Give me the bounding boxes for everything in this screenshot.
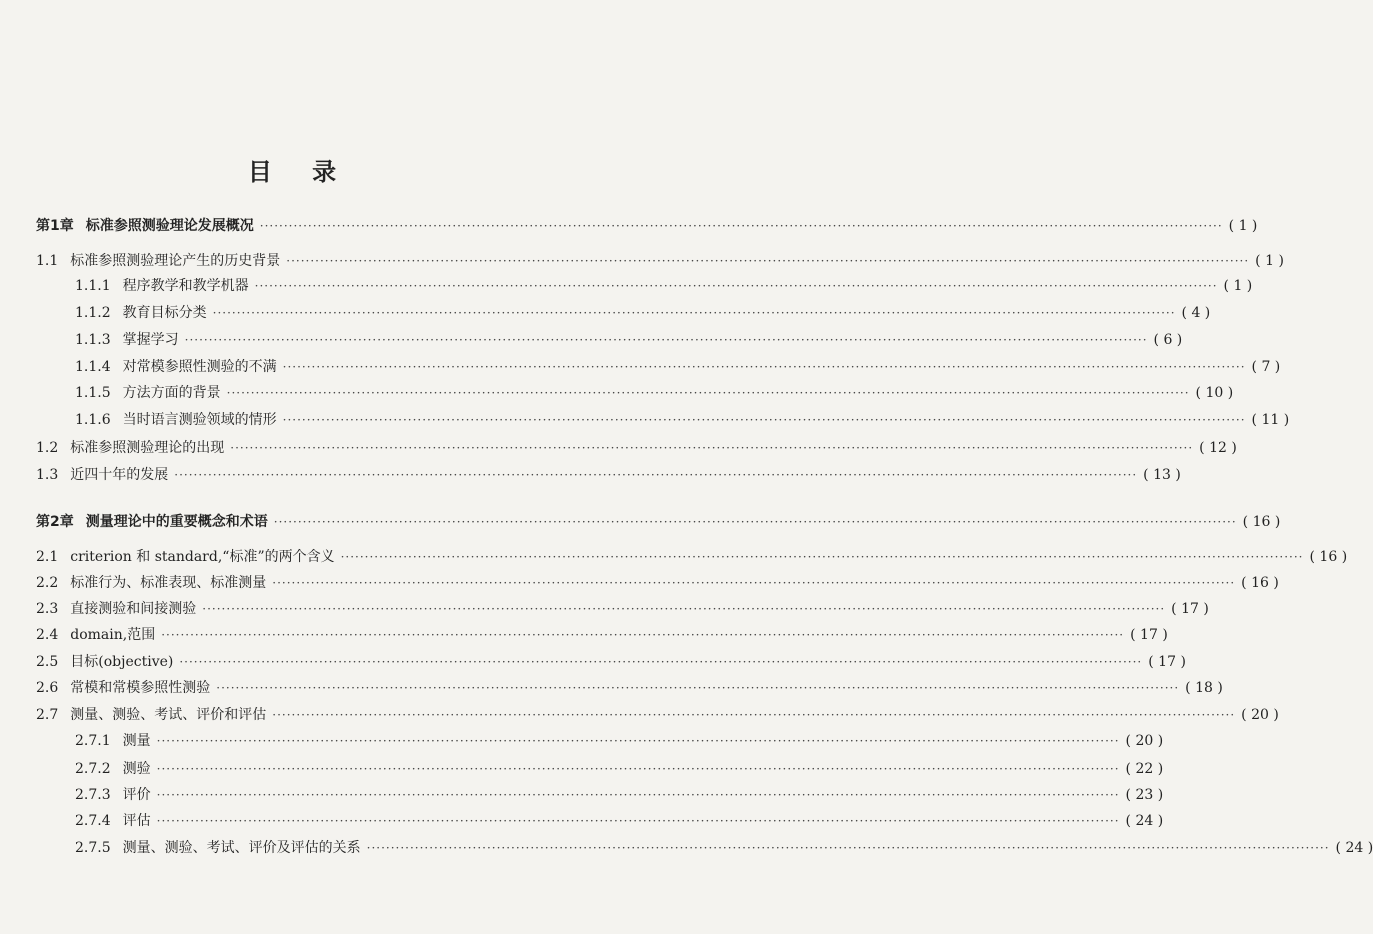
entry-page-number: ( 16 ) <box>1309 549 1348 565</box>
entry-label: 评价 <box>122 787 151 803</box>
leader-dots: ········································································································································································································ <box>174 468 1138 482</box>
leader-dots: ········································································································································································································ <box>179 655 1143 669</box>
entry-label: 测量理论中的重要概念和术语 <box>85 514 268 530</box>
leader-dots: ········································································································································································································ <box>212 306 1176 320</box>
page-title: 目 录 <box>247 158 353 186</box>
leader-dots: ········································································································································································································ <box>366 841 1330 855</box>
entry-page-number: ( 7 ) <box>1251 359 1281 375</box>
section-entry <box>36 677 1223 699</box>
leader-dots: ········································································································································································································ <box>259 219 1223 233</box>
entry-label: 测量、测验、考试、评价和评估 <box>70 707 267 723</box>
leader-dots: ········································································································································································································ <box>184 333 1148 347</box>
entry-number: 2.3 <box>36 601 59 617</box>
subsection-entry <box>75 837 1373 859</box>
entry-page-number: ( 23 ) <box>1125 787 1164 803</box>
subsection-entry <box>75 356 1281 378</box>
leader-dots: ········································································································································································································ <box>156 788 1120 802</box>
entry-page-number: ( 17 ) <box>1148 654 1186 670</box>
section-entry <box>36 651 1186 673</box>
entry-number: 2.7.5 <box>75 840 111 856</box>
entry-label: 测量 <box>122 733 151 749</box>
entry-number: 1.1.4 <box>75 359 111 375</box>
entry-page-number: ( 16 ) <box>1241 575 1279 591</box>
entry-page-number: ( 24 ) <box>1125 813 1164 829</box>
leader-dots: ········································································································································································································ <box>282 413 1246 427</box>
entry-label: 评估 <box>122 813 151 829</box>
subsection-entry <box>75 810 1164 832</box>
entry-page-number: ( 20 ) <box>1241 707 1279 723</box>
entry-page-number: ( 17 ) <box>1171 601 1209 617</box>
entry-number: 1.1.1 <box>75 278 111 294</box>
leader-dots: ········································································································································································································ <box>161 628 1125 642</box>
leader-dots: ········································································································································································································ <box>254 279 1218 293</box>
entry-label: 当时语言测验领域的情形 <box>122 412 277 428</box>
entry-number: 1.1.6 <box>75 412 111 428</box>
entry-label: criterion 和 standard,“标准”的两个含义 <box>70 549 335 565</box>
entry-number: 2.1 <box>36 549 59 565</box>
entry-number: 1.3 <box>36 467 59 483</box>
entry-page-number: ( 1 ) <box>1255 253 1284 269</box>
entry-number: 1.1 <box>36 253 59 269</box>
entry-number: 1.1.2 <box>75 305 111 321</box>
entry-number: 1.2 <box>36 440 59 456</box>
entry-number: 2.7.1 <box>75 733 111 749</box>
entry-page-number: ( 24 ) <box>1335 840 1373 856</box>
entry-page-number: ( 11 ) <box>1251 412 1290 428</box>
section-entry <box>36 598 1209 620</box>
section-entry <box>36 464 1181 486</box>
entry-label: 标准参照测验理论的出现 <box>70 440 225 456</box>
entry-label: domain,范围 <box>70 627 156 643</box>
entry-number: 第1章 <box>36 218 74 234</box>
entry-page-number: ( 1 ) <box>1223 278 1253 294</box>
section-entry <box>36 704 1279 726</box>
section-entry <box>36 624 1168 646</box>
entry-page-number: ( 4 ) <box>1181 305 1211 321</box>
entry-number: 2.2 <box>36 575 59 591</box>
entry-label: 近四十年的发展 <box>70 467 169 483</box>
entry-page-number: ( 18 ) <box>1185 680 1223 696</box>
leader-dots: ········································································································································································································ <box>156 762 1120 776</box>
entry-page-number: ( 1 ) <box>1228 218 1258 234</box>
subsection-entry <box>75 275 1253 297</box>
entry-label: 标准参照测验理论发展概况 <box>85 218 254 234</box>
subsection-entry <box>75 758 1164 780</box>
entry-number: 第2章 <box>36 514 74 530</box>
entry-number: 2.7.2 <box>75 761 111 777</box>
entry-page-number: ( 17 ) <box>1130 627 1168 643</box>
entry-label: 教育目标分类 <box>122 305 207 321</box>
entry-page-number: ( 10 ) <box>1195 385 1234 401</box>
entry-number: 2.7.3 <box>75 787 111 803</box>
entry-label: 标准参照测验理论产生的历史背景 <box>70 253 281 269</box>
subsection-entry <box>75 329 1183 351</box>
section-entry <box>36 250 1284 272</box>
section-entry <box>36 437 1237 459</box>
entry-number: 2.5 <box>36 654 59 670</box>
subsection-entry <box>75 409 1290 431</box>
leader-dots: ········································································································································································································ <box>230 441 1194 455</box>
leader-dots: ········································································································································································································ <box>273 515 1237 529</box>
section-entry <box>36 572 1279 594</box>
entry-label: 方法方面的背景 <box>122 385 221 401</box>
chapter-entry <box>36 511 1281 533</box>
leader-dots: ········································································································································································································ <box>272 576 1236 590</box>
entry-label: 标准行为、标准表现、标准测量 <box>70 575 267 591</box>
entry-number: 1.1.3 <box>75 332 111 348</box>
entry-page-number: ( 20 ) <box>1125 733 1164 749</box>
subsection-entry <box>75 784 1164 806</box>
leader-dots: ········································································································································································································ <box>202 602 1166 616</box>
entry-number: 2.7 <box>36 707 59 723</box>
entry-label: 程序教学和教学机器 <box>122 278 249 294</box>
entry-number: 2.4 <box>36 627 59 643</box>
entry-page-number: ( 16 ) <box>1242 514 1281 530</box>
leader-dots: ········································································································································································································ <box>340 550 1304 564</box>
chapter-entry <box>36 215 1258 237</box>
entry-number: 2.6 <box>36 680 59 696</box>
section-entry <box>36 546 1348 568</box>
entry-label: 常模和常模参照性测验 <box>70 680 211 696</box>
leader-dots: ········································································································································································································ <box>272 708 1236 722</box>
entry-label: 掌握学习 <box>122 332 179 348</box>
entry-label: 测验 <box>122 761 151 777</box>
leader-dots: ········································································································································································································ <box>226 386 1190 400</box>
subsection-entry <box>75 730 1164 752</box>
entry-label: 目标(objective) <box>70 654 174 670</box>
entry-number: 1.1.5 <box>75 385 111 401</box>
entry-page-number: ( 6 ) <box>1153 332 1183 348</box>
leader-dots: ········································································································································································································ <box>156 734 1120 748</box>
subsection-entry <box>75 302 1211 324</box>
entry-label: 直接测验和间接测验 <box>70 601 197 617</box>
entry-number: 2.7.4 <box>75 813 111 829</box>
entry-page-number: ( 13 ) <box>1143 467 1181 483</box>
leader-dots: ········································································································································································································ <box>216 681 1180 695</box>
subsection-entry <box>75 382 1234 404</box>
entry-page-number: ( 22 ) <box>1125 761 1164 777</box>
entry-page-number: ( 12 ) <box>1199 440 1237 456</box>
entry-label: 对常模参照性测验的不满 <box>122 359 277 375</box>
leader-dots: ········································································································································································································ <box>286 254 1250 268</box>
entry-label: 测量、测验、考试、评价及评估的关系 <box>122 840 361 856</box>
leader-dots: ········································································································································································································ <box>282 360 1246 374</box>
leader-dots: ········································································································································································································ <box>156 814 1120 828</box>
